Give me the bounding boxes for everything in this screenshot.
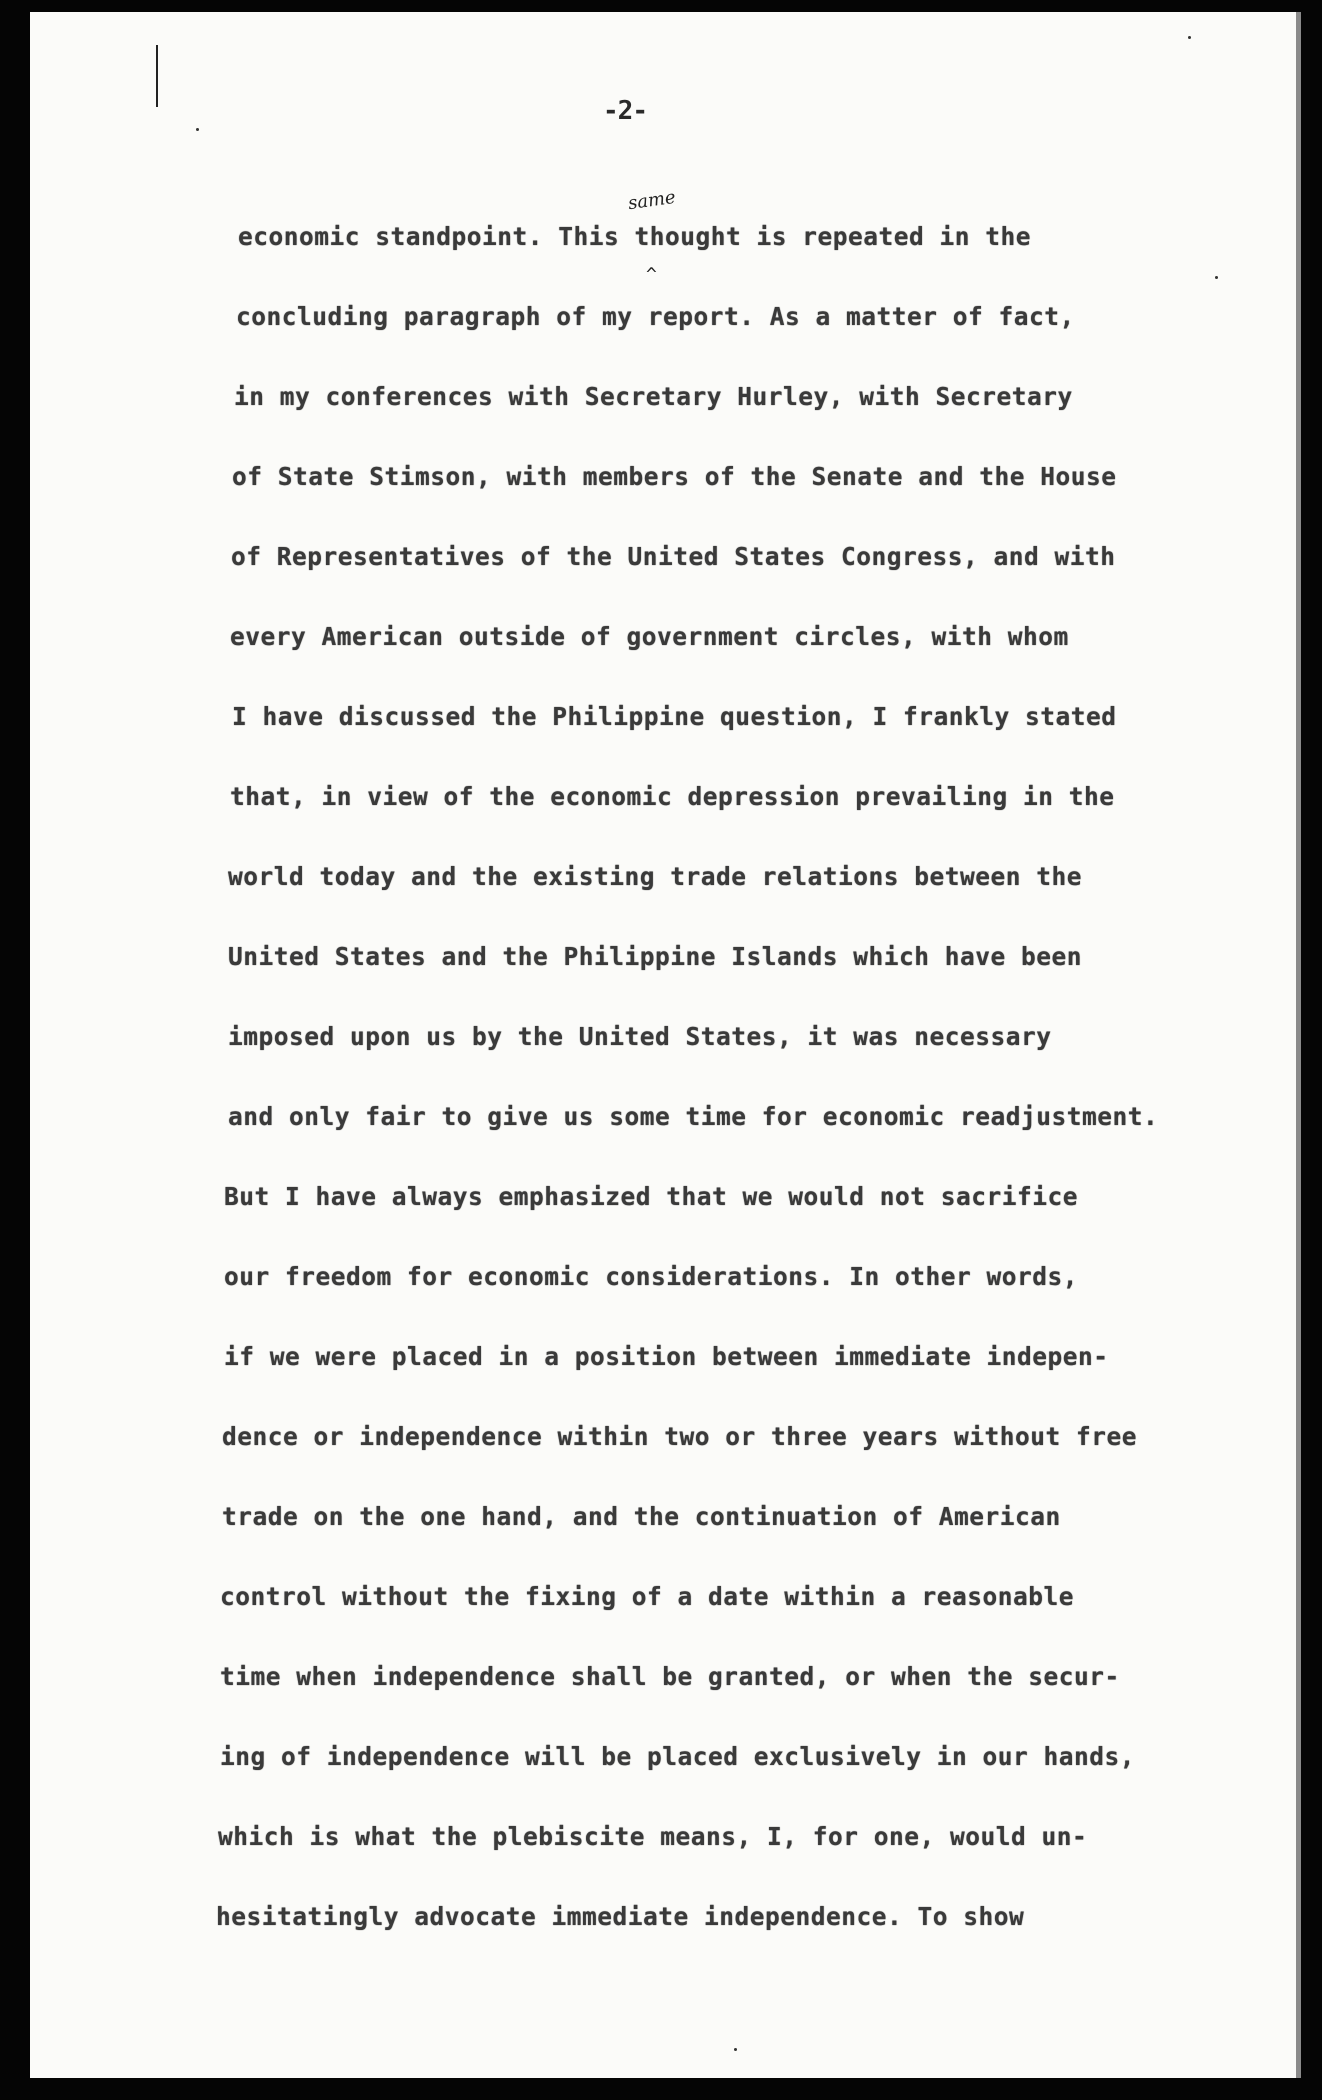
text-line: United States and the Philippine Islands which have been	[228, 942, 1083, 971]
page-number: -2-	[603, 96, 647, 126]
text-line: control without the fixing of a date within a reasonable	[220, 1582, 1075, 1611]
text-line: every American outside of government circles, with whom	[230, 622, 1069, 651]
text-line: world today and the existing trade relations between the	[228, 862, 1083, 891]
margin-mark	[156, 45, 158, 107]
text-line: and only fair to give us some time for economic readjustment.	[228, 1102, 1159, 1131]
dust-speck	[196, 128, 199, 131]
text-line: of Representatives of the United States Congress, and with	[231, 542, 1116, 571]
text-line: imposed upon us by the United States, it was necessary	[228, 1022, 1052, 1051]
text-line: that, in view of the economic depression prevailing in the	[230, 782, 1115, 811]
text-line: I have discussed the Philippine question, I frankly stated	[232, 702, 1117, 731]
insertion-caret: ^	[646, 264, 657, 285]
text-line: our freedom for economic considerations. In other words,	[224, 1262, 1079, 1291]
text-line: hesitatingly advocate immediate independence. To show	[216, 1902, 1025, 1931]
text-line: in my conferences with Secretary Hurley, with Secretary	[234, 382, 1073, 411]
text-line: which is what the plebiscite means, I, for one, would un-	[218, 1822, 1088, 1851]
text-line: concluding paragraph of my report. As a matter of fact,	[236, 302, 1075, 331]
text-line: dence or independence within two or three years without free	[222, 1422, 1138, 1451]
text-line: economic standpoint. This thought is repeated in the	[238, 222, 1032, 251]
dust-speck	[1215, 276, 1218, 279]
text-line: trade on the one hand, and the continuation of American	[222, 1502, 1061, 1531]
dust-speck	[1188, 36, 1191, 39]
paper-edge-shadow	[1296, 12, 1301, 2078]
text-line: time when independence shall be granted, or when the secur-	[220, 1662, 1120, 1691]
text-line: But I have always emphasized that we would not sacrifice	[224, 1182, 1079, 1211]
text-line: if we were placed in a position between immediate indepen-	[224, 1342, 1109, 1371]
handwritten-insertion: same	[626, 186, 677, 215]
text-line: of State Stimson, with members of the Senate and the House	[232, 462, 1117, 491]
dust-speck	[734, 2048, 737, 2051]
text-line: ing of independence will be placed exclusively in our hands,	[220, 1742, 1136, 1771]
